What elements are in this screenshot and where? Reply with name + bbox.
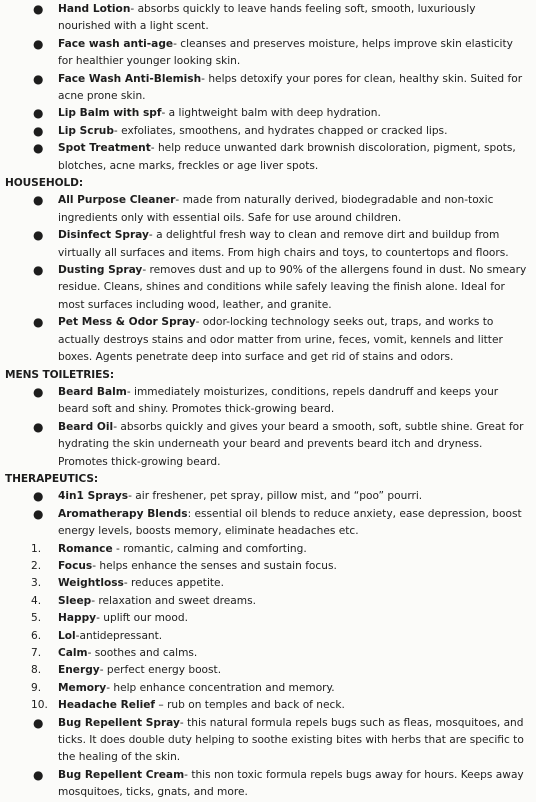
item-description: - absorbs quickly to leave hands feeling soft, smooth, luxuriously nourished with a light scent. bbox=[58, 3, 476, 33]
item-description: - soothes and calms. bbox=[87, 646, 198, 659]
item-term: Bug Repellent Cream bbox=[58, 768, 185, 781]
item-description: - cleanses and preserves moisture, helps improve skin elasticity for healthier younger looking skin. bbox=[58, 37, 513, 68]
skincare-item bbox=[0, 140, 536, 175]
item-term: Beard Oil bbox=[58, 420, 114, 433]
therapeutics-item bbox=[0, 767, 536, 802]
item-term: Calm bbox=[58, 646, 88, 659]
item-description: - uplift our mood. bbox=[96, 612, 188, 625]
numbered-list-item bbox=[0, 628, 536, 645]
skincare-item bbox=[0, 1, 536, 36]
item-description: - immediately moisturizes, conditions, repels dandruff and keeps your beard soft and shiny. Promotes thick-growing beard. bbox=[58, 385, 499, 416]
numbered-list-item bbox=[0, 697, 536, 714]
item-description: -antidepressant. bbox=[75, 629, 163, 642]
numbered-list-item bbox=[0, 575, 536, 592]
item-description: - air freshener, pet spray, pillow mist, and “poo” pourri. bbox=[128, 490, 423, 503]
item-term: Pet Mess & Odor Spray bbox=[58, 316, 196, 329]
numbered-list-item bbox=[0, 593, 536, 610]
skincare-list bbox=[0, 1, 536, 175]
bullet-icon: ● bbox=[33, 419, 44, 434]
bullet-icon: ● bbox=[33, 36, 44, 51]
bullet-icon: ● bbox=[33, 384, 44, 399]
item-term: Dusting Spray bbox=[58, 264, 143, 277]
item-term: Lip Scrub bbox=[58, 124, 114, 137]
therapeutics-heading: THERAPEUTICS: bbox=[5, 472, 98, 485]
bullet-icon: ● bbox=[33, 767, 44, 782]
bullet-icon: ● bbox=[33, 228, 44, 243]
item-term: Lol bbox=[58, 629, 76, 642]
item-term: Hand Lotion bbox=[58, 3, 131, 15]
item-term: Face Wash Anti-Blemish bbox=[58, 72, 202, 85]
item-term: Romance bbox=[58, 542, 113, 555]
mens-toiletries-list bbox=[0, 384, 536, 471]
list-number: 9. bbox=[31, 681, 42, 694]
therapeutics-item bbox=[0, 488, 536, 505]
list-number: 7. bbox=[31, 646, 42, 659]
bullet-icon: ● bbox=[33, 263, 44, 278]
item-term: Beard Balm bbox=[58, 385, 127, 398]
item-term: Sleep bbox=[58, 594, 92, 607]
bug-repellent-list bbox=[0, 715, 536, 802]
item-term: Disinfect Spray bbox=[58, 229, 149, 242]
item-description: - perfect energy boost. bbox=[99, 664, 222, 677]
item-term: Energy bbox=[58, 664, 100, 677]
item-description: - help enhance concentration and memory. bbox=[106, 681, 335, 694]
item-description: : essential oil blends to reduce anxiety, ease depression, boost energy levels, boosts memory, eliminate headaches etc. bbox=[58, 507, 522, 538]
household-heading: HOUSEHOLD: bbox=[5, 177, 83, 190]
mens-toiletries-item bbox=[0, 419, 536, 471]
bullet-icon: ● bbox=[33, 315, 44, 330]
mens-toiletries-item bbox=[0, 384, 536, 419]
item-description: - reduces appetite. bbox=[123, 577, 224, 590]
item-term: Headache Relief bbox=[58, 699, 156, 712]
list-number: 10. bbox=[31, 699, 48, 712]
therapeutics-item bbox=[0, 506, 536, 541]
list-number: 8. bbox=[31, 664, 42, 677]
bullet-icon: ● bbox=[33, 193, 44, 208]
item-term: Face wash anti-age bbox=[58, 37, 174, 50]
item-term: Focus bbox=[58, 559, 93, 572]
item-description: – rub on temples and back of neck. bbox=[155, 699, 345, 712]
list-number: 3. bbox=[31, 577, 42, 590]
item-term: Spot Treatment bbox=[58, 142, 151, 155]
item-term: Aromatherapy Blends bbox=[58, 507, 188, 520]
skincare-item bbox=[0, 71, 536, 106]
numbered-list-item bbox=[0, 541, 536, 558]
skincare-item bbox=[0, 36, 536, 71]
skincare-item bbox=[0, 123, 536, 140]
item-term: Lip Balm with spf bbox=[58, 107, 162, 120]
numbered-list-item bbox=[0, 680, 536, 697]
list-number: 4. bbox=[31, 594, 42, 607]
item-description: - relaxation and sweet dreams. bbox=[91, 594, 257, 607]
item-term: Memory bbox=[58, 681, 107, 694]
therapeutics-item bbox=[0, 715, 536, 767]
bullet-icon: ● bbox=[33, 489, 44, 504]
item-description: - odor-locking technology seeks out, traps, and works to actually destroys stains and odor matter from urine, feces, vomit, kennels and litter boxes. Agents penetrate deep into surface and get rid of stains and odors. bbox=[58, 316, 503, 364]
numbered-list-item bbox=[0, 558, 536, 575]
item-description: - helps detoxify your pores for clean, healthy skin. Suited for acne prone skin. bbox=[58, 72, 523, 103]
list-number: 2. bbox=[31, 559, 42, 572]
therapeutics-list bbox=[0, 488, 536, 540]
item-description: - removes dust and up to 90% of the allergens found in dust. No smeary residue. Cleans, shines and conditions while safely leaving the finish alone. Ideal for most surfaces including wood, leather, and granite. bbox=[58, 264, 527, 311]
household-item bbox=[0, 314, 536, 366]
bullet-icon: ● bbox=[33, 141, 44, 156]
household-list bbox=[0, 192, 536, 366]
bullet-icon: ● bbox=[33, 106, 44, 121]
list-number: 6. bbox=[31, 629, 42, 642]
household-item bbox=[0, 227, 536, 262]
list-number: 1. bbox=[31, 542, 42, 555]
bullet-icon: ● bbox=[33, 715, 44, 730]
item-description: - a lightweight balm with deep hydration. bbox=[161, 107, 381, 120]
numbered-list-item bbox=[0, 645, 536, 662]
item-description: - this non toxic formula repels bugs away for hours. Keeps away mosquitoes, ticks, gnats, and more. bbox=[58, 768, 524, 799]
item-term: 4in1 Sprays bbox=[58, 490, 129, 503]
item-description: - romantic, calming and comforting. bbox=[112, 542, 307, 555]
item-term: Weightloss bbox=[58, 577, 124, 590]
item-term: Bug Repellent Spray bbox=[58, 716, 180, 729]
bullet-icon: ● bbox=[33, 71, 44, 86]
item-description: - this natural formula repels bugs such as fleas, mosquitoes, and ticks. It does double duty helping to soothe existing bites with herbs that are specific to the healing of the skin. bbox=[58, 716, 524, 764]
item-description: - help reduce unwanted dark brownish discoloration, pigment, spots, blotches, acne marks, freckles or age liver spots. bbox=[58, 142, 516, 172]
item-description: - helps enhance the senses and sustain focus. bbox=[92, 559, 337, 572]
numbered-list-item bbox=[0, 662, 536, 679]
bullet-icon: ● bbox=[33, 123, 44, 138]
item-term: All Purpose Cleaner bbox=[58, 194, 176, 207]
item-description: - a delightful fresh way to clean and remove dirt and buildup from virtually all surfaces and items. From high chairs and toys, to countertops and floors. bbox=[58, 229, 509, 259]
mens-toiletries-heading: MENS TOILETRIES: bbox=[5, 368, 114, 381]
aromatherapy-blends-numbered-list bbox=[0, 541, 536, 715]
bullet-icon: ● bbox=[33, 2, 44, 16]
item-description: - exfoliates, smoothens, and hydrates chapped or cracked lips. bbox=[113, 124, 448, 137]
item-description: - made from naturally derived, biodegradable and non-toxic ingredients only with essential oils. Safe for use around children. bbox=[58, 194, 494, 224]
household-item bbox=[0, 192, 536, 227]
bullet-icon: ● bbox=[33, 506, 44, 521]
item-description: - absorbs quickly and gives your beard a smooth, soft, subtle shine. Great for hydrating the skin underneath your beard and prevents beard itch and dryness. Promotes thick-growing beard. bbox=[58, 420, 524, 468]
numbered-list-item bbox=[0, 610, 536, 627]
list-number: 5. bbox=[31, 612, 42, 625]
skincare-item bbox=[0, 105, 536, 122]
item-term: Happy bbox=[58, 612, 97, 625]
household-item bbox=[0, 262, 536, 314]
